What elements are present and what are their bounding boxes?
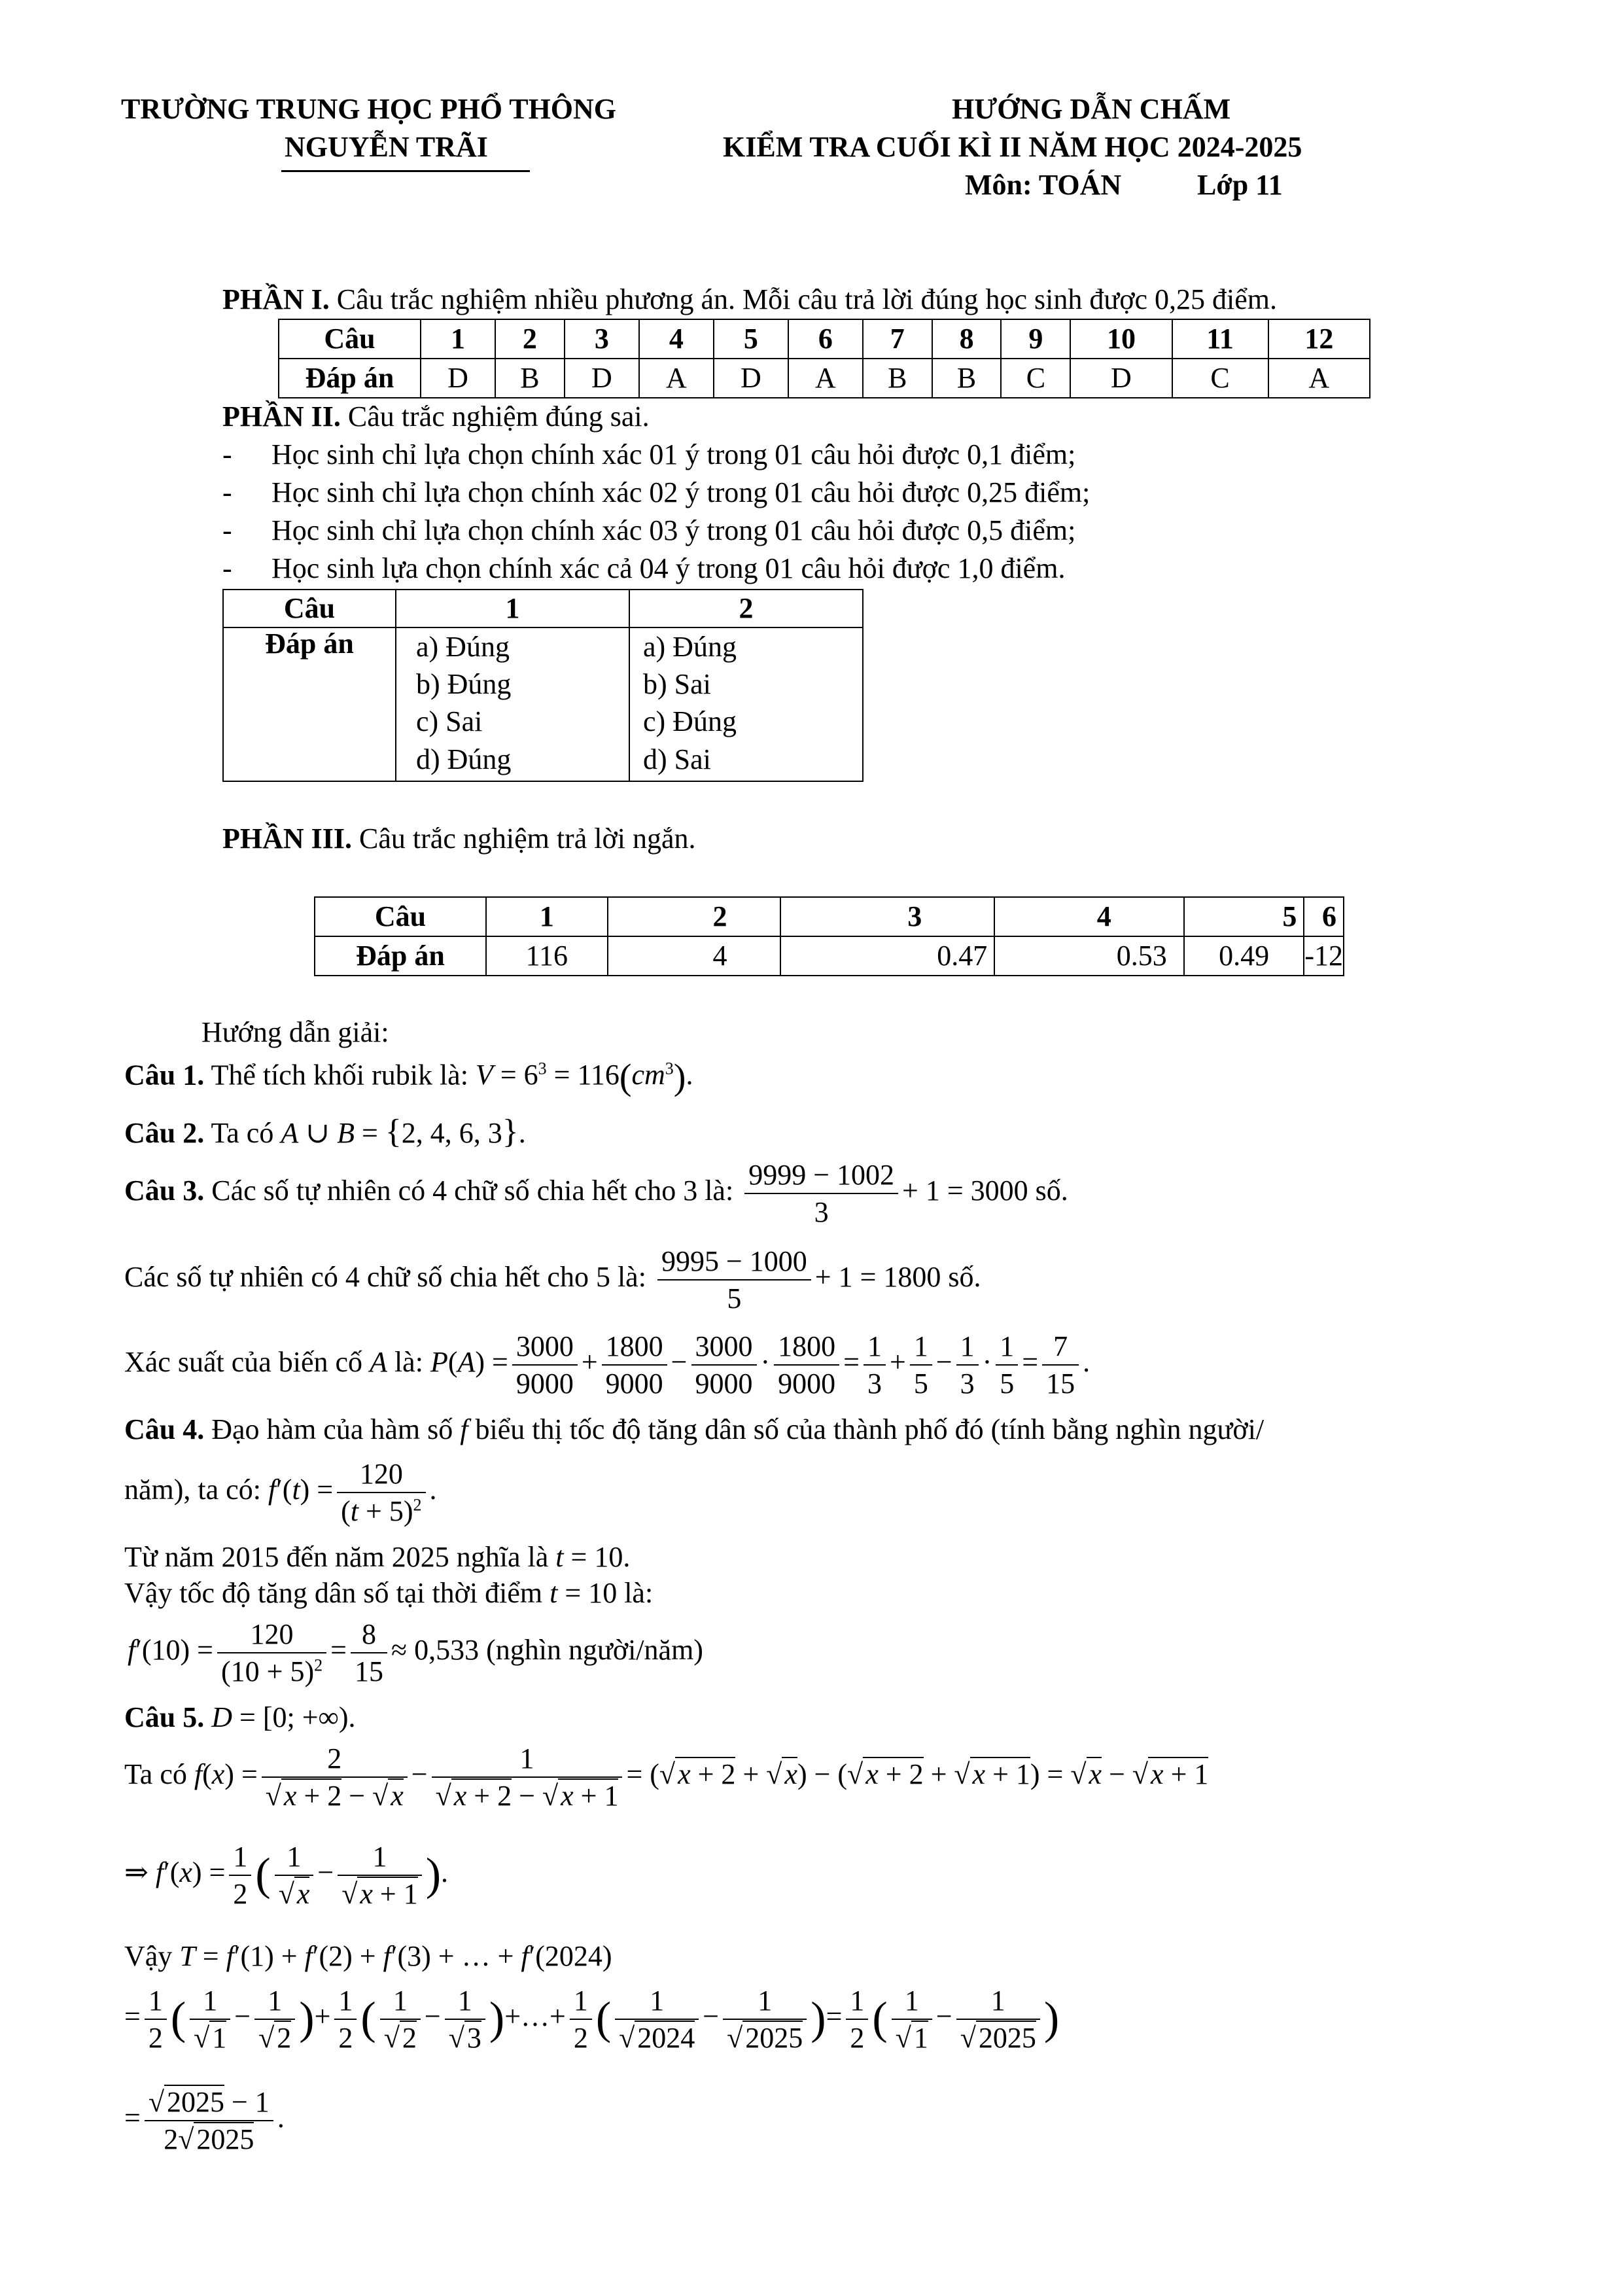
formula: f(x) = $\frac{2}{√x + 2 - √x}$ − $\frac{1}{√x + 2 - √x + 1}$ = (√x + 2 + √x) − (√x + 2 + √x + 1) = √x − √x + 1 — [194, 1758, 1209, 1790]
table-cell — [629, 627, 863, 781]
part3-heading — [222, 822, 695, 856]
table-row — [279, 359, 1370, 398]
solution-text: số. — [948, 1261, 981, 1294]
bullet: - — [222, 438, 232, 470]
bullet: - — [222, 514, 232, 546]
solution-c1 — [124, 1057, 693, 1099]
table-cell: 6 — [1304, 897, 1344, 936]
solution-c4-line2 — [124, 1456, 437, 1529]
solution-text: (nghìn người/năm) — [486, 1634, 703, 1667]
list-item: Học sinh chỉ lựa chọn chính xác 03 ý trong 01 câu hỏi được 0,5 điểm; — [271, 514, 1076, 546]
formula: + 1 = 3000 — [902, 1174, 1036, 1207]
formula: D = [0; +∞). — [211, 1701, 356, 1733]
part3-answer-table — [314, 896, 1344, 976]
list-item — [222, 514, 232, 548]
formula: f′(10) = $\frac{120}{(10 + 5)^2}$ = $\frac{8}{15}$ ≈ 0,533 — [128, 1634, 486, 1666]
solution-text: năm), ta có: — [124, 1474, 268, 1506]
table-cell: D — [565, 359, 639, 398]
solution-text: Xác suất của biến cố — [124, 1346, 370, 1379]
table-cell: 8 — [932, 319, 1002, 359]
part1-title: PHẦN I. — [222, 283, 330, 315]
answer-item: b) Sai — [643, 668, 711, 701]
table-cell: 2 — [608, 897, 780, 936]
list-item — [222, 552, 232, 586]
solution-c2 — [124, 1112, 526, 1152]
table-header-cell: Đáp án — [279, 359, 421, 398]
table-cell: D — [714, 359, 788, 398]
table-row — [315, 897, 1344, 936]
part2-answer-table — [222, 589, 864, 782]
solution-text: Đạo hàm của hàm số — [204, 1413, 461, 1445]
table-cell: 1 — [396, 590, 629, 627]
part3-title: PHẦN III. — [222, 822, 353, 855]
table-cell: C — [1001, 359, 1070, 398]
table-cell: 3 — [780, 897, 995, 936]
table-cell: -12 — [1304, 936, 1344, 976]
part2-heading — [222, 400, 650, 434]
list-item — [222, 438, 232, 472]
table-row — [279, 319, 1370, 359]
solution-text: biểu thị tốc độ tăng dân số của thành phố đó (tính bằng nghìn người/ — [468, 1413, 1265, 1445]
solution-c4-line3 — [124, 1541, 630, 1574]
doc-title: HƯỚNG DẪN CHẤM — [952, 93, 1231, 125]
school-name-line2: NGUYỄN TRÃI — [285, 131, 488, 163]
table-cell: 0.47 — [780, 936, 995, 976]
solutions-heading: Hướng dẫn giải: — [201, 1016, 389, 1048]
part2-text: Câu trắc nghiệm đúng sai. — [340, 400, 650, 433]
table-header-cell: Câu — [315, 897, 486, 936]
table-cell: 6 — [788, 319, 863, 359]
solution-text: Các số tự nhiên có 4 chữ số chia hết cho 3 là: — [204, 1174, 741, 1207]
formula: t = 10. — [555, 1541, 631, 1573]
table-cell: A — [639, 359, 714, 398]
table-cell — [396, 627, 629, 781]
solution-label: Câu 4. — [124, 1413, 205, 1445]
solution-c5-line4 — [124, 1940, 612, 1973]
answer-item: c) Đúng — [643, 705, 737, 738]
solution-c3 — [124, 1157, 1068, 1230]
doc-subtitle: KIỂM TRA CUỐI KÌ II NĂM HỌC 2024-2025 — [723, 131, 1302, 163]
solution-text: số. — [1035, 1174, 1068, 1207]
formula: $\frac{9999 - 1002}{3}$ — [744, 1157, 898, 1230]
table-cell: 2 — [629, 590, 863, 627]
part3-text: Câu trắc nghiệm trả lời ngắn. — [352, 822, 696, 855]
answer-item: d) Đúng — [416, 743, 512, 775]
solution-text: Từ năm 2015 đến năm 2025 nghĩa là — [124, 1541, 556, 1573]
formula: ⇒ f′(x) = $\frac{1}{2}$ ( $\frac{1}{√x}$ − $\frac{1}{√x + 1}$ ). — [124, 1856, 448, 1888]
solution-text: là: — [617, 1577, 654, 1609]
table-cell: B — [495, 359, 565, 398]
formula: t = 10 — [550, 1577, 618, 1609]
table-cell: 4 — [994, 897, 1184, 936]
grade-label: Lớp 11 — [1197, 169, 1283, 201]
solution-c5-line6 — [124, 2084, 285, 2157]
formula: A ∪ B = {2, 4, 6, 3}. — [281, 1113, 526, 1150]
solution-text: Vậy — [124, 1940, 180, 1972]
solution-c4-line4 — [124, 1577, 653, 1610]
answer-item: c) Sai — [416, 705, 483, 738]
answer-item: a) Đúng — [643, 631, 737, 663]
formula: = $\frac{1}{2}$ ( $\frac{1}{√1}$ − $\frac{1}{√2}$ )+ $\frac{1}{2}$ ( $\frac{1}{√2}$ − $\frac{1}{√3}$ )+…+ $\frac{1}{2}$ ( $\frac{1}{√2024}$ − $\frac{1}{√2025}$ )= $\frac{1}{2}$ ( $\frac{1}{√1}$ − $\frac{1}{√2025}$ ) — [124, 2000, 1059, 2032]
table-cell: 5 — [1184, 897, 1304, 936]
solution-text: Các số tự nhiên có 4 chữ số chia hết cho 5 là: — [124, 1261, 654, 1294]
table-cell: 2 — [495, 319, 565, 359]
table-cell: 5 — [714, 319, 788, 359]
table-cell: 10 — [1070, 319, 1172, 359]
list-item: Học sinh lựa chọn chính xác cả 04 ý trong 01 câu hỏi được 1,0 điểm. — [271, 552, 1066, 584]
solution-label: Câu 3. — [124, 1174, 205, 1207]
table-cell: 12 — [1268, 319, 1370, 359]
table-cell: 3 — [565, 319, 639, 359]
table-cell: 4 — [608, 936, 780, 976]
solution-label: Câu 1. — [124, 1059, 205, 1091]
solution-c5-line5 — [124, 1983, 1059, 2056]
formula: $\frac{9995 - 1000}{5}$ — [657, 1243, 811, 1316]
part1-text: Câu trắc nghiệm nhiều phương án. Mỗi câu trả lời đúng học sinh được 0,25 điểm. — [329, 283, 1277, 315]
table-cell: B — [932, 359, 1002, 398]
solution-c3-line3: Xác suất của biến cố A là: P(A) = $\frac{3000}{9000}$ + $\frac{1800}{9000}$ − $\frac{3000}{9000}$ · $\frac{1800}{9000}$ = $\frac{1}{3}$ + $\frac{1}{5}$ − $\frac{1}{3}$ · $\frac{1}{5}$ = $\frac{7}{15}$ . — [124, 1328, 1090, 1402]
table-cell: 1 — [486, 897, 608, 936]
formula: $V = 6^3 = 116(cm^3)$. — [475, 1057, 693, 1098]
part2-title: PHẦN II. — [222, 400, 341, 433]
answer-item: a) Đúng — [416, 631, 510, 663]
solution-c3-line2 — [124, 1243, 981, 1316]
table-cell: 0.49 — [1184, 936, 1304, 976]
table-header-cell: Đáp án — [223, 627, 396, 781]
bullet: - — [222, 476, 232, 508]
answer-item: d) Sai — [643, 743, 711, 775]
table-cell: B — [863, 359, 932, 398]
table-header-cell: Câu — [279, 319, 421, 359]
list-item: Học sinh chỉ lựa chọn chính xác 01 ý trong 01 câu hỏi được 0,1 điểm; — [271, 438, 1076, 470]
solution-c5-line3 — [124, 1839, 448, 1912]
answer-item: b) Đúng — [416, 668, 512, 701]
solution-c4-line5 — [128, 1616, 703, 1689]
solution-c5-line2 — [124, 1740, 1208, 1814]
bullet: - — [222, 552, 232, 584]
part1-heading — [222, 283, 1277, 317]
table-header-cell: Câu — [223, 590, 396, 627]
solution-c4: Câu 4. Đạo hàm của hàm số f biểu thị tốc độ tăng dân số của thành phố đó (tính bằng nghìn người/ — [124, 1413, 1265, 1445]
solution-label: Câu 2. — [124, 1117, 205, 1149]
table-row — [223, 627, 863, 781]
table-cell: C — [1172, 359, 1268, 398]
solution-text: Thể tích khối rubik là: — [204, 1059, 476, 1091]
solution-label: Câu 5. — [124, 1701, 205, 1733]
table-cell: A — [788, 359, 863, 398]
table-cell: 1 — [421, 319, 495, 359]
formula: + 1 = 1800 — [814, 1261, 949, 1294]
solution-text: Ta có — [204, 1117, 281, 1149]
table-cell: D — [1070, 359, 1172, 398]
school-name-underline — [281, 170, 530, 172]
solution-text: Ta có — [124, 1758, 194, 1791]
table-row — [223, 590, 863, 627]
list-item — [222, 476, 232, 510]
formula: T = f′(1) + f′(2) + f′(3) + … + f′(2024) — [179, 1940, 612, 1972]
solution-text: Vậy tốc độ tăng dân số tại thời điểm — [124, 1577, 550, 1609]
part1-answer-table — [278, 319, 1370, 398]
solution-c5 — [124, 1701, 356, 1735]
formula: = $\frac{√2025 - 1}{2√2025}$ . — [124, 2102, 285, 2134]
table-cell: 7 — [863, 319, 932, 359]
list-item: Học sinh chỉ lựa chọn chính xác 02 ý trong 01 câu hỏi được 0,25 điểm; — [271, 476, 1091, 508]
formula: P(A) = $\frac{3000}{9000}$ + $\frac{1800}{9000}$ − $\frac{3000}{9000}$ · $\frac{1800}{9000}$ = $\frac{1}{3}$ + $\frac{1}{5}$ − $\frac{1}{3}$ · $\frac{1}{5}$ = $\frac{7}{15}$ . — [430, 1346, 1090, 1378]
table-cell: 9 — [1001, 319, 1070, 359]
table-row — [315, 936, 1344, 976]
solution-text: là: — [387, 1346, 430, 1379]
table-cell: 11 — [1172, 319, 1268, 359]
table-cell: A — [1268, 359, 1370, 398]
formula: f′(t) = $\frac{120}{(t + 5)^2}$ . — [268, 1474, 437, 1506]
table-header-cell: Đáp án — [315, 936, 486, 976]
table-cell: 0.53 — [994, 936, 1184, 976]
table-cell: 116 — [486, 936, 608, 976]
subject-label: Môn: TOÁN — [965, 169, 1122, 201]
table-cell: 4 — [639, 319, 714, 359]
table-cell: D — [421, 359, 495, 398]
school-name-line1: TRƯỜNG TRUNG HỌC PHỔ THÔNG — [121, 93, 617, 125]
